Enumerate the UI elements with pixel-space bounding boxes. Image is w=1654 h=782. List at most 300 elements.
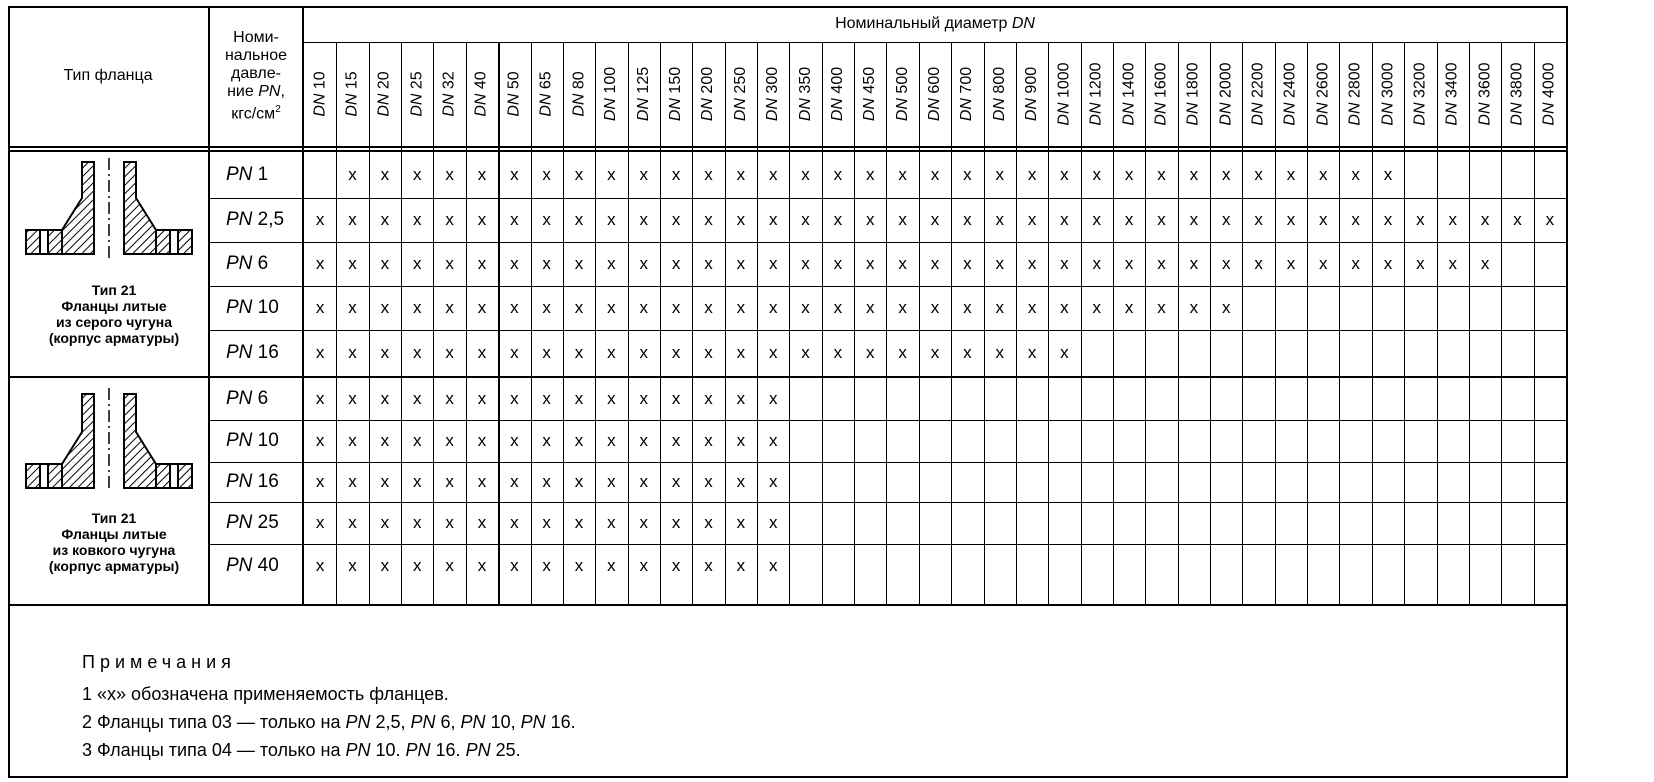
pressure-label-line: ние PN, [227, 82, 285, 100]
applicability-mark: х [445, 298, 454, 317]
applicability-mark: х [477, 389, 487, 408]
applicability-mark: х [898, 165, 907, 184]
applicability-mark: х [510, 210, 519, 229]
applicability-mark: х [704, 343, 713, 362]
applicability-mark: х [768, 165, 778, 184]
dn-header-500: DN 500 [893, 66, 911, 122]
note-2: 2 Фланцы типа 03 — только на PN 2,5, PN 6, PN 10, PN 16. [82, 712, 576, 732]
dn-header-50: DN 50 [505, 71, 523, 117]
applicability-mark: х [1383, 254, 1393, 273]
dn-col-divider [1534, 42, 1535, 604]
applicability-mark: х [1189, 298, 1199, 317]
applicability-mark: х [542, 556, 551, 575]
applicability-mark: х [445, 210, 454, 229]
border-bottom [8, 776, 1566, 778]
border-top [8, 6, 1566, 8]
type-desc-line: из серого чугуна [56, 314, 172, 330]
applicability-mark: х [1416, 210, 1425, 229]
applicability-mark: х [671, 210, 681, 229]
pressure-label-line: давле- [231, 64, 281, 82]
dn-col-divider [1469, 42, 1470, 604]
applicability-mark: х [1027, 254, 1037, 273]
applicability-mark: х [736, 431, 746, 450]
applicability-mark: х [1286, 210, 1296, 229]
applicability-mark: х [898, 343, 907, 362]
applicability-mark: х [866, 298, 875, 317]
applicability-mark: х [639, 431, 648, 450]
dn-header-2800: DN 2800 [1346, 62, 1364, 126]
dn-header-600: DN 600 [926, 66, 944, 122]
dn-header-250: DN 250 [731, 66, 749, 122]
pn-label: PN 25 [226, 512, 279, 533]
applicability-mark: х [801, 210, 810, 229]
applicability-mark: х [510, 343, 519, 362]
applicability-mark: х [380, 431, 390, 450]
applicability-mark: х [768, 389, 778, 408]
applicability-mark: х [348, 472, 357, 491]
applicability-mark: х [445, 165, 454, 184]
applicability-mark: х [963, 343, 972, 362]
applicability-mark: х [1027, 165, 1037, 184]
applicability-mark: х [445, 513, 454, 532]
type-title: Тип 21 [91, 510, 137, 526]
applicability-mark: х [768, 254, 778, 273]
applicability-mark: х [607, 389, 616, 408]
applicability-mark: х [607, 298, 616, 317]
dn-header-32: DN 32 [440, 71, 458, 117]
dn-header-2400: DN 2400 [1282, 62, 1300, 126]
applicability-mark: х [1448, 210, 1457, 229]
type-desc-line: Фланцы литые [61, 298, 167, 314]
applicability-mark: х [963, 165, 972, 184]
dn-header-200: DN 200 [699, 66, 717, 122]
note-1 [82, 684, 449, 705]
applicability-mark: х [671, 389, 681, 408]
applicability-mark: х [1157, 165, 1166, 184]
applicability-mark: х [348, 389, 357, 408]
dn-header-3200: DN 3200 [1411, 62, 1429, 126]
dn-header-40: DN 40 [473, 71, 491, 117]
applicability-mark: х [348, 165, 357, 184]
applicability-mark: х [574, 472, 584, 491]
applicability-mark: х [898, 254, 907, 273]
applicability-mark: х [995, 298, 1004, 317]
applicability-mark: х [315, 343, 325, 362]
applicability-mark: х [671, 165, 681, 184]
applicability-mark: х [995, 210, 1004, 229]
dn-header-800: DN 800 [990, 66, 1008, 122]
applicability-mark: х [736, 165, 746, 184]
dn-col-divider [1501, 42, 1502, 604]
applicability-mark: х [348, 254, 357, 273]
dn-header-3400: DN 3400 [1443, 62, 1461, 126]
applicability-mark: х [768, 210, 778, 229]
applicability-mark: х [1416, 254, 1425, 273]
applicability-mark: х [639, 389, 648, 408]
applicability-mark: х [704, 472, 713, 491]
dn-header-100: DN 100 [602, 66, 620, 122]
applicability-mark: х [412, 472, 422, 491]
applicability-mark: х [801, 298, 810, 317]
header-diameter [304, 6, 1566, 42]
applicability-mark: х [1124, 254, 1134, 273]
cast-iron-flange-malleable-icon [24, 388, 194, 494]
applicability-mark: х [445, 343, 454, 362]
applicability-mark: х [542, 389, 551, 408]
applicability-mark: х [833, 165, 843, 184]
applicability-mark: х [445, 389, 454, 408]
applicability-mark: х [542, 298, 551, 317]
applicability-mark: х [412, 431, 422, 450]
applicability-mark: х [348, 343, 357, 362]
applicability-mark: х [639, 210, 648, 229]
dn-header-350: DN 350 [796, 66, 814, 122]
applicability-mark: х [671, 298, 681, 317]
applicability-mark: х [930, 343, 940, 362]
applicability-mark: х [510, 389, 519, 408]
applicability-mark: х [639, 472, 648, 491]
applicability-mark: х [542, 165, 551, 184]
applicability-mark: х [1092, 298, 1102, 317]
applicability-mark: х [542, 210, 551, 229]
applicability-mark: х [1027, 210, 1037, 229]
applicability-mark: х [1189, 165, 1199, 184]
dn-header-1600: DN 1600 [1152, 62, 1170, 126]
note-1-text: 1 «х» обозначена применяемость фланцев. [82, 684, 449, 704]
applicability-mark: х [930, 254, 940, 273]
applicability-mark: х [671, 513, 681, 532]
applicability-mark: х [510, 254, 519, 273]
pressure-label-line: кгс/$см^2$ [231, 103, 281, 123]
applicability-mark: х [736, 513, 746, 532]
applicability-mark: х [510, 165, 519, 184]
applicability-mark: х [574, 389, 584, 408]
applicability-mark: х [1189, 210, 1199, 229]
applicability-mark: х [1189, 254, 1199, 273]
dn-header-2200: DN 2200 [1249, 62, 1267, 126]
pressure-label-line: нальное [224, 46, 288, 64]
applicability-mark: х [510, 472, 519, 491]
dn-header-65: DN 65 [537, 71, 555, 117]
applicability-mark: х [445, 556, 454, 575]
applicability-mark: х [801, 254, 810, 273]
applicability-mark: х [833, 210, 843, 229]
dn-col-divider [1437, 42, 1438, 604]
type-label-grey [8, 282, 220, 346]
applicability-mark: х [574, 254, 584, 273]
dn-header-2000: DN 2000 [1217, 62, 1235, 126]
applicability-mark: х [1027, 343, 1037, 362]
dn-header-3800: DN 3800 [1508, 62, 1526, 126]
dn-header-15: DN 15 [343, 71, 361, 117]
pn-label: PN 1 [226, 164, 269, 185]
applicability-mark: х [607, 254, 616, 273]
applicability-mark: х [412, 556, 422, 575]
applicability-mark: х [607, 472, 616, 491]
applicability-mark: х [768, 513, 778, 532]
dn-header-700: DN 700 [958, 66, 976, 122]
applicability-mark: х [477, 472, 487, 491]
applicability-mark: х [930, 165, 940, 184]
applicability-mark: х [1157, 210, 1166, 229]
applicability-mark: х [380, 298, 390, 317]
dn-header-3000: DN 3000 [1379, 62, 1397, 126]
dn-header-400: DN 400 [829, 66, 847, 122]
applicability-mark: х [736, 210, 746, 229]
applicability-mark: х [510, 431, 519, 450]
applicability-mark: х [1480, 210, 1490, 229]
applicability-mark: х [1221, 165, 1231, 184]
applicability-mark: х [930, 298, 940, 317]
header-pressure [210, 6, 302, 146]
applicability-mark: х [1060, 343, 1069, 362]
diameter-label-prefix: Номинальный диаметр [835, 15, 1008, 32]
applicability-mark: х [704, 298, 713, 317]
applicability-mark: х [1221, 298, 1231, 317]
applicability-mark: х [1286, 165, 1296, 184]
border-right [1566, 6, 1568, 778]
applicability-mark: х [833, 254, 843, 273]
applicability-mark: х [412, 298, 422, 317]
applicability-mark: х [1319, 210, 1328, 229]
applicability-mark: х [574, 298, 584, 317]
pn-label: PN 16 [226, 342, 279, 363]
applicability-mark: х [412, 254, 422, 273]
applicability-mark: х [542, 254, 551, 273]
dn-header-125: DN 125 [634, 66, 652, 122]
pn-label: PN 10 [226, 297, 279, 318]
applicability-mark: х [639, 298, 648, 317]
applicability-mark: х [1124, 210, 1134, 229]
applicability-mark: х [995, 343, 1004, 362]
applicability-mark: х [574, 210, 584, 229]
applicability-mark: х [930, 210, 940, 229]
applicability-mark: х [1383, 210, 1393, 229]
applicability-mark: х [1351, 165, 1360, 184]
applicability-mark: х [1027, 298, 1037, 317]
pn-label: PN 40 [226, 555, 279, 576]
applicability-mark: х [768, 431, 778, 450]
applicability-mark: х [671, 556, 681, 575]
applicability-mark: х [704, 165, 713, 184]
applicability-mark: х [542, 513, 551, 532]
applicability-mark: х [639, 556, 648, 575]
pn-label: PN 16 [226, 471, 279, 492]
applicability-mark: х [671, 343, 681, 362]
applicability-mark: х [1157, 298, 1166, 317]
applicability-mark: х [542, 431, 551, 450]
applicability-mark: х [1351, 210, 1360, 229]
applicability-mark: х [315, 513, 325, 532]
applicability-mark: х [607, 165, 616, 184]
applicability-mark: х [380, 472, 390, 491]
applicability-mark: х [1319, 165, 1328, 184]
applicability-mark: х [412, 513, 422, 532]
notes-title: Примечания [82, 652, 236, 672]
applicability-mark: х [736, 556, 746, 575]
applicability-mark: х [477, 343, 487, 362]
applicability-mark: х [801, 165, 810, 184]
applicability-mark: х [866, 210, 875, 229]
applicability-mark: х [1513, 210, 1522, 229]
applicability-mark: х [704, 254, 713, 273]
dn-header-divider [304, 42, 1566, 43]
pn-label: PN 6 [226, 253, 269, 274]
header-divider [8, 146, 1566, 148]
applicability-mark: х [1092, 210, 1102, 229]
applicability-mark: х [574, 513, 584, 532]
applicability-mark: х [1060, 165, 1069, 184]
applicability-mark: х [768, 472, 778, 491]
applicability-mark: х [995, 165, 1004, 184]
dn-col-divider [1372, 42, 1373, 604]
applicability-mark: х [1221, 254, 1231, 273]
applicability-mark: х [380, 165, 390, 184]
applicability-mark: х [639, 254, 648, 273]
applicability-mark: х [768, 556, 778, 575]
applicability-mark: х [833, 298, 843, 317]
applicability-mark: х [315, 556, 325, 575]
dn-header-1400: DN 1400 [1120, 62, 1138, 126]
applicability-mark: х [995, 254, 1004, 273]
applicability-mark: х [704, 556, 713, 575]
type-desc-line: из ковкого чугуна [52, 542, 176, 558]
dn-header-150: DN 150 [667, 66, 685, 122]
applicability-mark: х [380, 210, 390, 229]
dn-col-divider [1275, 42, 1276, 604]
applicability-mark: х [510, 513, 519, 532]
applicability-mark: х [866, 343, 875, 362]
applicability-mark: х [1545, 210, 1555, 229]
applicability-mark: х [1448, 254, 1457, 273]
pn-label: PN 10 [226, 430, 279, 451]
applicability-mark: х [348, 298, 357, 317]
applicability-mark: х [1060, 210, 1069, 229]
applicability-mark: х [736, 472, 746, 491]
applicability-mark: х [607, 513, 616, 532]
dn-header-1200: DN 1200 [1087, 62, 1105, 126]
applicability-mark: х [574, 165, 584, 184]
applicability-mark: х [445, 431, 454, 450]
pn-label: PN 6 [226, 388, 269, 409]
applicability-mark: х [607, 431, 616, 450]
applicability-mark: х [542, 472, 551, 491]
applicability-mark: х [607, 210, 616, 229]
applicability-mark: х [477, 210, 487, 229]
applicability-mark: х [639, 165, 648, 184]
applicability-mark: х [1221, 210, 1231, 229]
applicability-mark: х [607, 556, 616, 575]
border-left [8, 6, 10, 778]
applicability-mark: х [412, 343, 422, 362]
pressure-label-line: Номи- [233, 28, 279, 46]
applicability-mark: х [1092, 165, 1102, 184]
applicability-mark: х [380, 556, 390, 575]
applicability-mark: х [380, 343, 390, 362]
applicability-mark: х [477, 165, 487, 184]
applicability-mark: х [477, 513, 487, 532]
dn-header-80: DN 80 [570, 71, 588, 117]
applicability-mark: х [574, 556, 584, 575]
applicability-mark: х [380, 254, 390, 273]
dn-header-10: DN 10 [311, 71, 329, 117]
applicability-mark: х [671, 431, 681, 450]
dn-header-900: DN 900 [1023, 66, 1041, 122]
applicability-mark: х [380, 513, 390, 532]
applicability-mark: х [1319, 254, 1328, 273]
applicability-mark: х [477, 431, 487, 450]
applicability-mark: х [574, 431, 584, 450]
header-flange-type: Тип фланца [63, 67, 153, 84]
applicability-mark: х [801, 343, 810, 362]
applicability-mark: х [348, 210, 357, 229]
applicability-mark: х [1480, 254, 1490, 273]
applicability-mark: х [445, 254, 454, 273]
type-label-malleable [8, 510, 220, 574]
applicability-mark: х [736, 343, 746, 362]
applicability-mark: х [412, 389, 422, 408]
applicability-mark: х [898, 298, 907, 317]
applicability-mark: х [542, 343, 551, 362]
applicability-mark: х [963, 210, 972, 229]
type-desc-line: (корпус арматуры) [48, 558, 180, 574]
dn-header-4000: DN 4000 [1540, 62, 1558, 126]
applicability-mark: х [671, 254, 681, 273]
applicability-mark: х [768, 298, 778, 317]
dn-header-25: DN 25 [408, 71, 426, 117]
applicability-mark: х [1286, 254, 1296, 273]
applicability-mark: х [833, 343, 843, 362]
applicability-mark: х [315, 254, 325, 273]
applicability-mark: х [736, 389, 746, 408]
applicability-mark: х [477, 556, 487, 575]
applicability-mark: х [348, 556, 357, 575]
applicability-mark: х [1254, 165, 1263, 184]
applicability-mark: х [315, 431, 325, 450]
dn-header-2600: DN 2600 [1314, 62, 1332, 126]
applicability-mark: х [704, 431, 713, 450]
applicability-mark: х [963, 298, 972, 317]
applicability-mark: х [380, 389, 390, 408]
applicability-mark: х [445, 472, 454, 491]
dn-header-3600: DN 3600 [1476, 62, 1494, 126]
applicability-mark: х [607, 343, 616, 362]
type-desc-line: Фланцы литые [61, 526, 167, 542]
dn-header-1800: DN 1800 [1184, 62, 1202, 126]
diameter-label-italic: DN [1011, 15, 1035, 32]
applicability-mark: х [704, 513, 713, 532]
dn-header-300: DN 300 [764, 66, 782, 122]
applicability-mark: х [1060, 298, 1069, 317]
applicability-mark: х [315, 389, 325, 408]
applicability-mark: х [704, 210, 713, 229]
pn-label: PN 2,5 [226, 209, 285, 230]
type-title: Тип 21 [91, 282, 137, 298]
applicability-mark: х [1060, 254, 1069, 273]
applicability-mark: х [574, 343, 584, 362]
applicability-mark: х [348, 431, 357, 450]
applicability-mark: х [866, 254, 875, 273]
applicability-mark: х [412, 165, 422, 184]
cast-iron-flange-grey-icon [24, 158, 194, 260]
applicability-mark: х [315, 298, 325, 317]
type-desc-line: (корпус арматуры) [48, 330, 180, 346]
applicability-mark: х [510, 298, 519, 317]
applicability-mark: х [963, 254, 972, 273]
applicability-mark: х [1351, 254, 1360, 273]
applicability-mark: х [768, 343, 778, 362]
applicability-mark: х [1254, 210, 1263, 229]
